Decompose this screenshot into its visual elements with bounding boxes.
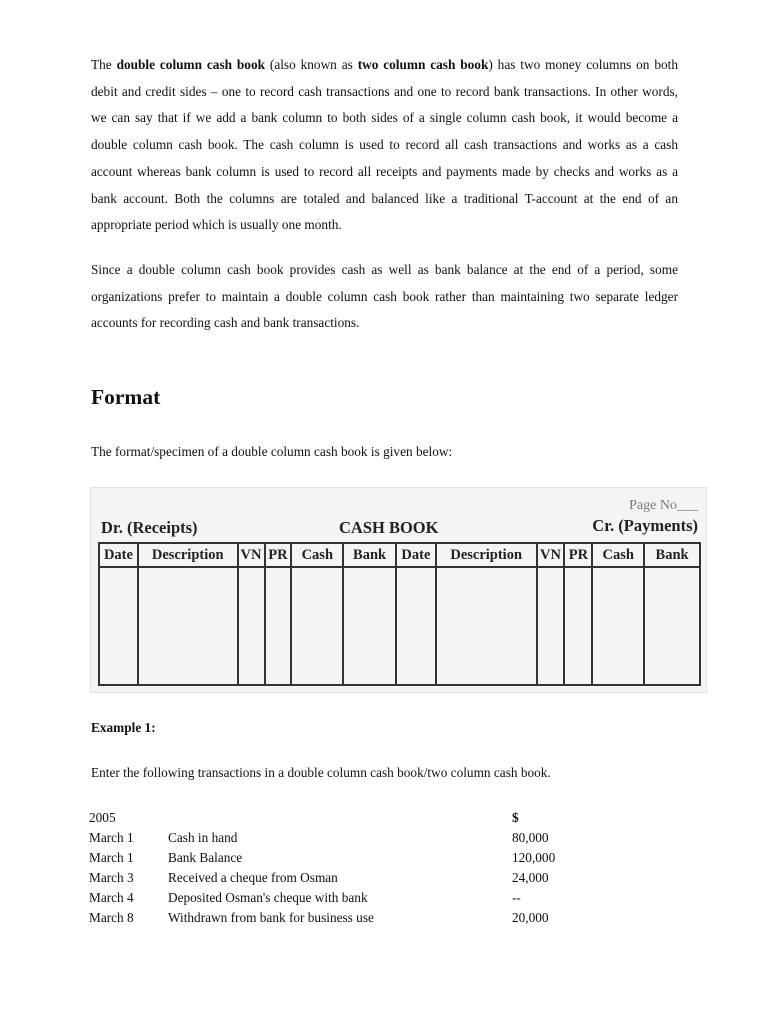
col-header: Date [99,543,138,567]
col-header: PR [564,543,592,567]
cash-book-table [98,542,701,686]
empty-cell [265,567,292,685]
page-no-label: Page No___ [629,498,698,513]
cr-payments-label: Cr. (Payments) [592,516,698,535]
transaction-description: Cash in hand [168,830,238,845]
dr-receipts-label: Dr. (Receipts) [101,518,198,537]
term-two-column: two column cash book [357,57,489,72]
col-header: VN [238,543,265,567]
col-header: VN [537,543,565,567]
example-title: Example 1: [91,720,156,735]
empty-cell [592,567,644,685]
year-label: 2005 [89,810,116,825]
col-header: Description [138,543,238,567]
term-double-column: double column cash book [116,57,265,72]
transaction-date: March 8 [89,910,134,925]
cash-book-empty-row [99,567,700,685]
intro-text-1: The [91,57,117,72]
empty-cell [396,567,436,685]
transaction-amount: 80,000 [512,830,549,845]
empty-cell [138,567,238,685]
currency-label: $ [512,810,519,825]
second-paragraph: Since a double column cash book provides cash as well as bank balance at the end of a period, some organizations prefer to maintain a double column cash book rather than maintaining two separate ledger accounts for recording cash and bank transactions. [91,261,678,331]
transactions-header [89,810,589,830]
transaction-date: March 3 [89,870,134,885]
empty-cell [564,567,592,685]
transaction-date: March 4 [89,890,134,905]
transactions-list [89,810,589,930]
transaction-date: March 1 [89,830,134,845]
transaction-amount: 20,000 [512,910,549,925]
transaction-amount: 120,000 [512,850,556,865]
empty-cell [644,567,700,685]
empty-cell [238,567,265,685]
col-header: Bank [644,543,700,567]
intro-paragraph [91,52,678,239]
col-header: Date [396,543,436,567]
col-header: Cash [592,543,644,567]
format-heading: Format [91,385,161,409]
col-header: Description [436,543,537,567]
transaction-description: Received a cheque from Osman [168,870,338,885]
cash-book-specimen [90,487,707,693]
transaction-date: March 1 [89,850,134,865]
intro-text-2: (also known as [265,57,358,72]
cash-book-header-row [99,543,700,567]
transaction-row [89,870,589,890]
col-header: Bank [343,543,396,567]
article-body [91,52,678,337]
col-header: Cash [291,543,343,567]
transaction-amount: 24,000 [512,870,549,885]
transaction-amount: -- [512,890,521,905]
transaction-description: Bank Balance [168,850,243,865]
empty-cell [537,567,565,685]
empty-cell [343,567,396,685]
transaction-row [89,890,589,910]
intro-text-3: ) has two money columns on both debit and credit sides – one to record cash transactions and one to record bank transactions. In other words, we can say that if we add a bank column to both sides of a single column cash book, it would become a double column cash book. The cash column is used to record all cash transactions and works as a cash account whereas bank column is used to record all receipts and payments made by checks and works as a bank account. Both the columns are totaled and balanced like a traditional T-account at the end of an appropriate period which is usually one month. [91,57,678,233]
empty-cell [99,567,138,685]
format-intro: The format/specimen of a double column cash book is given below: [91,444,453,459]
empty-cell [291,567,343,685]
example-instruction: Enter the following transactions in a double column cash book/two column cash book. [91,765,551,780]
transaction-row [89,850,589,870]
transaction-row [89,910,589,930]
transaction-description: Deposited Osman's cheque with bank [168,890,368,905]
col-header: PR [265,543,292,567]
transaction-description: Withdrawn from bank for business use [168,910,374,925]
empty-cell [436,567,537,685]
transaction-row [89,830,589,850]
cash-book-title: CASH BOOK [339,518,439,537]
